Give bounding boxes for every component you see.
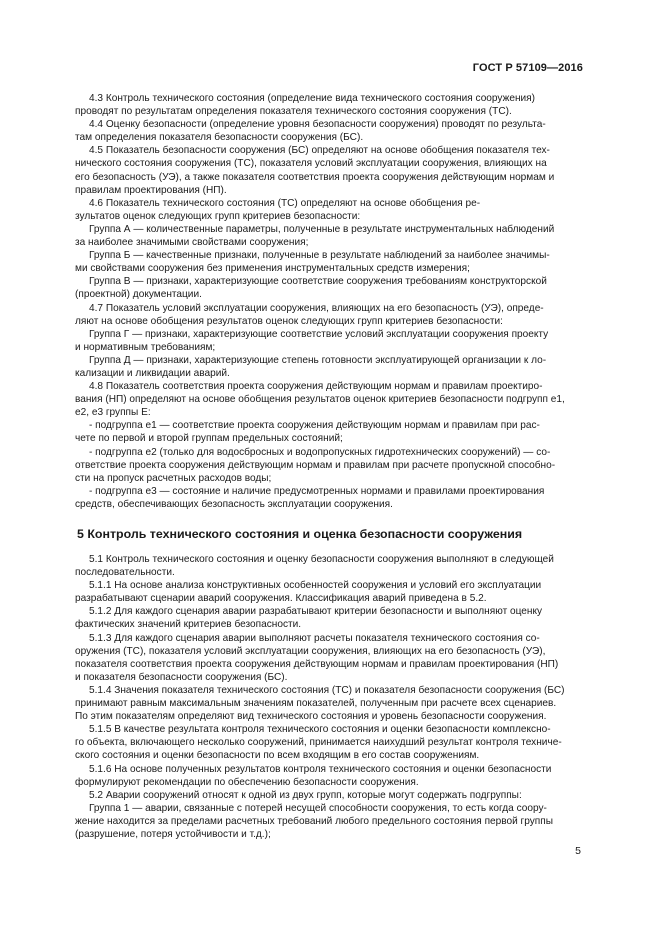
text-line: 5.1.4 Значения показателя технического состояния (ТС) и показателя безопасности сооружения (БС)	[89, 684, 565, 696]
text-line: Группа Д — признаки, характеризующие степень готовности эксплуатирующей организации к ло-	[89, 354, 547, 366]
section-4-text	[75, 92, 583, 511]
text-line: ляют на основе обобщения результатов оценок следующих групп критериев безопасности:	[75, 315, 503, 327]
text-line: зультатов оценок следующих групп критериев безопасности:	[75, 210, 361, 222]
text-line: формулируют рекомендации по обеспечению безопасности сооружения.	[75, 776, 419, 788]
text-line: ми свойствами сооружения без применения инструментальных средств измерения;	[75, 263, 470, 275]
text-line: и показателя безопасности сооружения (БС).	[75, 671, 288, 683]
text-line: (разрушение, потеря устойчивости и т.д.);	[75, 828, 271, 840]
text-line: последовательности.	[75, 567, 175, 579]
text-line: 5.2 Аварии сооружений относят к одной из двух групп, которые могут содержать подгруппы:	[89, 789, 522, 801]
text-line: (проектной) документации.	[75, 289, 202, 301]
text-line: 4.7 Показатель условий эксплуатации сооружения, влияющих на его безопасность (УЭ), опреде-	[89, 302, 544, 314]
text-line: 4.8 Показатель соответствия проекта сооружения действующим нормам и правилам проектиро-	[89, 381, 543, 393]
section-heading: 5 Контроль технического состояния и оценка безопасности сооружения	[77, 527, 523, 541]
text-line: проводят по результатам определения показателя технического состояния сооружения (ТС).	[75, 106, 512, 118]
text-line: го объекта, включающего несколько сооружений, принимается наихудший результат контроля техниче-	[75, 737, 562, 749]
text-line: и нормативным требованиям;	[75, 341, 216, 353]
text-line: 4.3 Контроль технического состояния (определение вида технического состояния сооружения)	[89, 93, 535, 104]
text-line: оружения (ТС), показателя условий эксплуатации сооружения, влияющих на его безопасность (УЭ),	[75, 645, 546, 657]
text-line: По этим показателям определяют вид технического состояния и уровень безопасности сооружения.	[75, 711, 547, 723]
text-line: разрабатывают сценарии аварий сооружения. Классификация аварий приведена в 5.2.	[75, 593, 487, 605]
text-line: 4.4 Оценку безопасности (определение уровня безопасности сооружения) проводят по результа-	[89, 119, 546, 131]
text-line: 5.1 Контроль технического состояния и оценку безопасности сооружения выполняют в следующей	[89, 554, 554, 565]
text-line: - подгруппа е1 — соответствие проекта сооружения действующим нормам и правилам при рас-	[89, 420, 540, 432]
text-line: там определения показателя безопасности сооружения (БС).	[75, 132, 364, 144]
text-line: е2, е3 группы Е:	[75, 407, 151, 419]
page-body	[75, 92, 583, 841]
text-line: - подгруппа е3 — состояние и наличие предусмотренных нормами и правилами проектирования	[89, 485, 545, 497]
text-line: средств, обеспечивающих безопасность эксплуатации сооружения.	[75, 498, 393, 510]
text-line: 5.1.1 На основе анализа конструктивных особенностей сооружения и условий его эксплуатации	[89, 580, 542, 592]
text-line: - подгруппа е2 (только для водосбросных и водопропускных гидротехнических сооружений) — со-	[89, 446, 551, 458]
text-line: Группа А — количественные параметры, полученные в результате инструментальных наблюдений	[89, 223, 555, 235]
text-line: ответствие проекта сооружения действующим нормам и правилам при расчете пропускной способно-	[75, 459, 556, 471]
text-line: чете по первой и второй группам предельных состояний;	[75, 433, 343, 445]
text-line: вания (НП) определяют на основе обобщения результатов оценок критериев безопасности подгрупп е1,	[75, 394, 565, 406]
text-line: правилам проектирования (НП).	[75, 184, 227, 196]
text-line: 5.1.2 Для каждого сценария аварии разрабатывают критерии безопасности и выполняют оценку	[89, 606, 543, 618]
text-line: кализации и ликвидации аварий.	[75, 367, 230, 379]
text-line: нического состояния сооружения (ТС), показателя условий эксплуатации сооружения, влияющих на	[75, 158, 547, 170]
text-line: показателя соответствия проекта сооружения действующим нормам и правилам проектирования (НП)	[75, 658, 559, 670]
text-line: фактических значений критериев безопасности.	[75, 619, 302, 631]
text-line: 4.5 Показатель безопасности сооружения (БС) определяют на основе обобщения показателя тех-	[89, 145, 550, 157]
text-line: ского состояния и оценки безопасности по всем входящим в его состав сооружениям.	[75, 750, 480, 762]
text-line: сти на пропуск расчетных расходов воды;	[75, 472, 272, 484]
section-5-text	[75, 553, 583, 841]
text-line: Группа 1 — аварии, связанные с потерей несущей способности сооружения, то есть когда соору-	[89, 802, 547, 814]
text-line: Группа Б — качественные признаки, полученные в результате наблюдений за наиболее значимы-	[89, 250, 550, 262]
text-line: Группа В — признаки, характеризующие соответствие сооружения требованиям конструкторской	[89, 276, 547, 288]
text-line: за наиболее значимыми свойствами сооружения;	[75, 237, 309, 249]
text-line: 5.1.5 В качестве результата контроля технического состояния и оценки безопасности комплексно-	[89, 724, 551, 736]
text-line: 5.1.3 Для каждого сценария аварии выполняют расчеты показателя технического состояния со-	[89, 632, 540, 644]
text-line: Группа Г — признаки, характеризующие соответствие условий эксплуатации сооружения проекту	[89, 328, 549, 340]
text-line: 5.1.6 На основе полученных результатов контроля технического состояния и оценки безопасности	[89, 763, 552, 775]
text-line: жение находится за пределами расчетных требований любого предельного состояния первой группы	[75, 815, 553, 827]
text-line: его безопасность (УЭ), а также показателя соответствия проекта сооружения действующим нормам и	[75, 171, 555, 183]
page-number: 5	[575, 845, 581, 857]
document-id: ГОСТ Р 57109—2016	[472, 62, 583, 74]
text-line: 4.6 Показатель технического состояния (ТС) определяют на основе обобщения ре-	[89, 197, 481, 209]
text-line: принимают равным максимальным значениям показателей, полученным при расчете всех сценариев.	[75, 698, 557, 710]
